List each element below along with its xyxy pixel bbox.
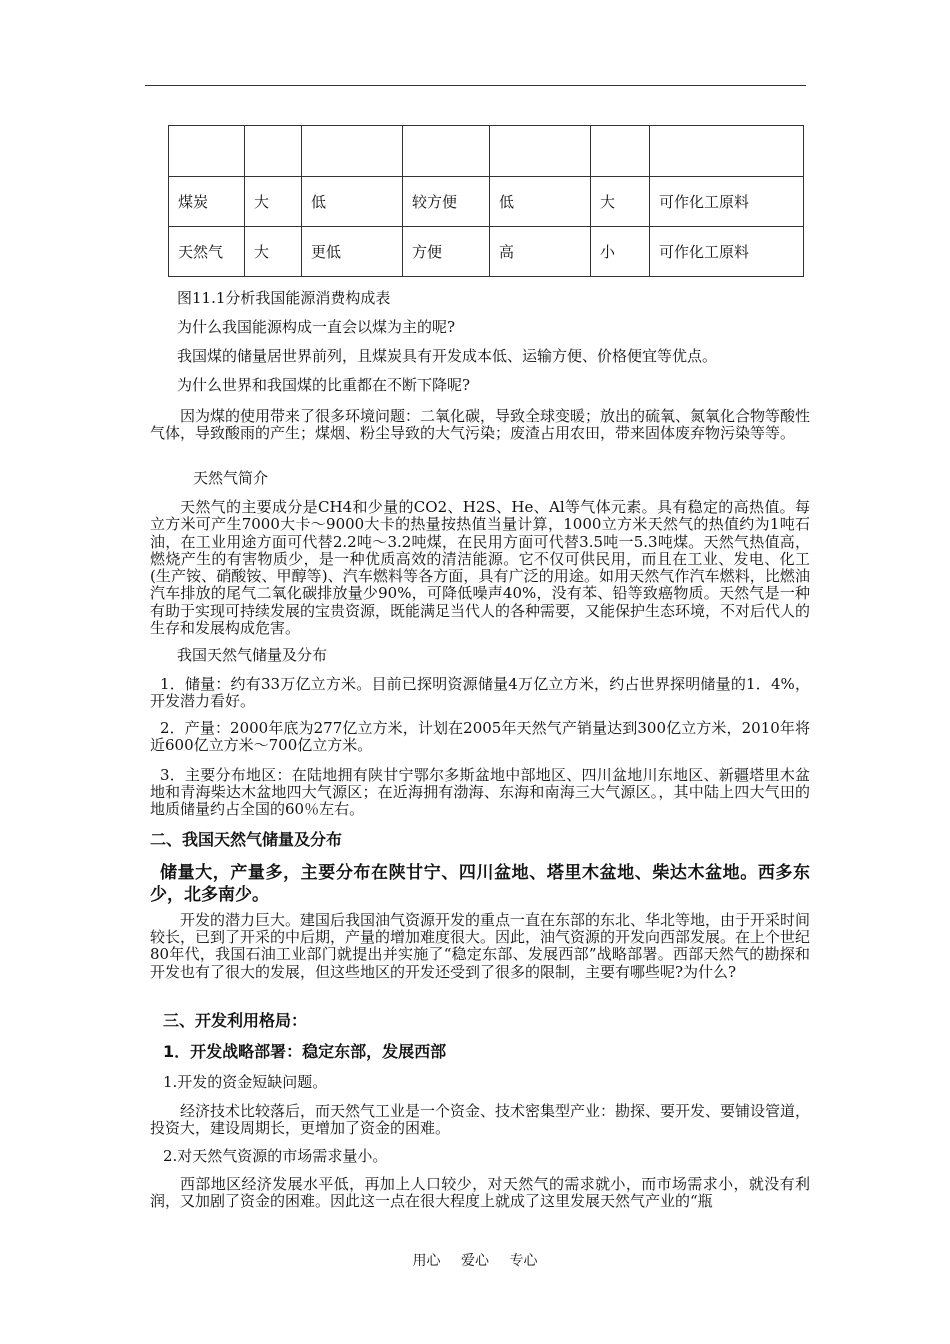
answer-coal-decline: 因为煤的使用带来了很多环境问题：二氧化碳，导致全球变暖；放出的硫氧、氮氧化合物等酸性气体，导致酸雨的产生；煤烟、粉尘导致的大气污染；废渣占用农田，带来固体废弃物污染等等。 [150,407,811,442]
page-footer [0,1250,950,1270]
issue-1-title: 1.开发的资金短缺问题。 [163,1073,328,1091]
heading-development-pattern: 三、开发利用格局： [163,1011,308,1030]
table-cell: 较方便 [403,177,490,227]
table-cell: 更低 [302,227,403,277]
table-cell [591,126,650,177]
gas-intro-paragraph: 天然气的主要成分是CH4和少量的CO2、H2S、He、Al等气体元素。具有稳定的高热值。每立方米可产生7000大卡～9000大卡的热量按热值当量计算，1000立方米天然气的热值约为1吨石油，在工业用途方面可代替2.2吨～3.2吨煤，在民用方面可代替3.5吨一5.3吨煤。天然气热值高，燃烧产生的有害物质少，是一种优质高效的清洁能源。它不仅可供民用，而且在工业、发电、化工(生产铵、硝酸铵、甲醇等)、汽车燃料等各方面，具有广泛的用途。如用天然气作汽车燃料，比燃油汽车排放的尾气二氧化碳排放量少90%，可降低噪声40%，没有苯、铅等致癌物质。天然气是一种有助于实现可持续发展的宝贵资源，既能满足当代人的各种需要，又能保护生态环境，不对后代人的生存和发展构成危害。 [150,498,811,638]
heading-strategy: 1．开发战略部署：稳定东部，发展西部 [163,1042,447,1061]
table-cell [403,126,490,177]
table-cell: 天然气 [169,227,245,277]
table-cell [650,126,804,177]
table-cell: 可作化工原料 [650,227,804,277]
table-row [169,177,804,227]
table-cell: 大 [245,177,302,227]
table-cell: 方便 [403,227,490,277]
issue-2-text: 西部地区经济发展水平低，再加上人口较少，对天然气的需求就小，而市场需求小，就没有利润，又加剧了资金的困难。因此这一点在很大程度上就成了这里发展天然气产业的“瓶 [150,1175,810,1210]
footer-text: 专心 [509,1253,538,1269]
reserves-summary: 储量大，产量多，主要分布在陕甘宁、四川盆地、塔里木盆地、柴达木盆地。西多东少，北多南少。 [150,863,810,905]
table-cell: 大 [591,177,650,227]
reserve-item-3: 3．主要分布地区：在陆地拥有陕甘宁鄂尔多斯盆地中部地区、四川盆地川东地区、新疆塔里木盆地和青海柴达木盆地四大气源区；在近海拥有渤海、东海和南海三大气源区。，其中陆上四大气田的地质储量约占全国的60％左右。 [150,766,810,818]
development-paragraph: 开发的潜力巨大。建国后我国油气资源开发的重点一直在东部的东北、华北等地，由于开采时间较长，已到了开采的中后期，产量的增加难度很大。因此，油气资源的开发向西部发展。在上个世纪80年代，我国石油工业部门就提出并实施了“稳定东部、发展西部”战略部署。西部天然气的勘探和开发也有了很大的发展，但这些地区的开发还受到了很多的限制，主要有哪些呢?为什么? [150,911,811,981]
footer-text: 爱心 [461,1253,489,1269]
question-coal-dominance: 为什么我国能源构成一直会以煤为主的呢? [177,318,456,336]
question-coal-decline: 为什么世界和我国煤的比重都在不断下降呢? [177,376,471,394]
table-row [169,227,804,277]
reserve-item-2: 2．产量：2000年底为277亿立方米，计划在2005年天然气产销量达到300亿立方米，2010年将近600亿立方米～700亿立方米。 [150,719,810,754]
table-cell: 高 [490,227,591,277]
heading-reserves-distribution: 二、我国天然气储量及分布 [150,830,343,849]
table-cell: 小 [591,227,650,277]
table-cell: 煤炭 [169,177,245,227]
table-cell: 低 [302,177,403,227]
answer-coal-dominance: 我国煤的储量居世界前列，且煤炭具有开发成本低、运输方便、价格便宜等优点。 [177,347,718,365]
footer-text: 用心 [412,1253,441,1269]
table-cell [169,126,245,177]
energy-comparison-table [168,125,804,277]
table-cell [245,126,302,177]
header-rule [145,85,806,86]
section-title-gas-intro: 天然气简介 [193,469,269,487]
table-cell [302,126,403,177]
table-cell [490,126,591,177]
table-cell: 低 [490,177,591,227]
reserve-item-1: 1．储量：约有33万亿立方米。目前已探明资源储量4万亿立方米，约占世界探明储量的1．4%，开发潜力看好。 [150,675,810,710]
section-title-reserves: 我国天然气储量及分布 [177,646,328,664]
table-cell: 大 [245,227,302,277]
table-cell: 可作化工原料 [650,177,804,227]
issue-1-text: 经济技术比较落后，而天然气工业是一个资金、技术密集型产业：勘探、要开发、要铺设管道，投资大，建设周期长，更增加了资金的困难。 [150,1102,811,1137]
issue-2-title: 2.对天然气资源的市场需求量小。 [163,1147,388,1165]
table-row [169,126,804,177]
table-caption: 图11.1分析我国能源消费构成表 [177,289,391,307]
